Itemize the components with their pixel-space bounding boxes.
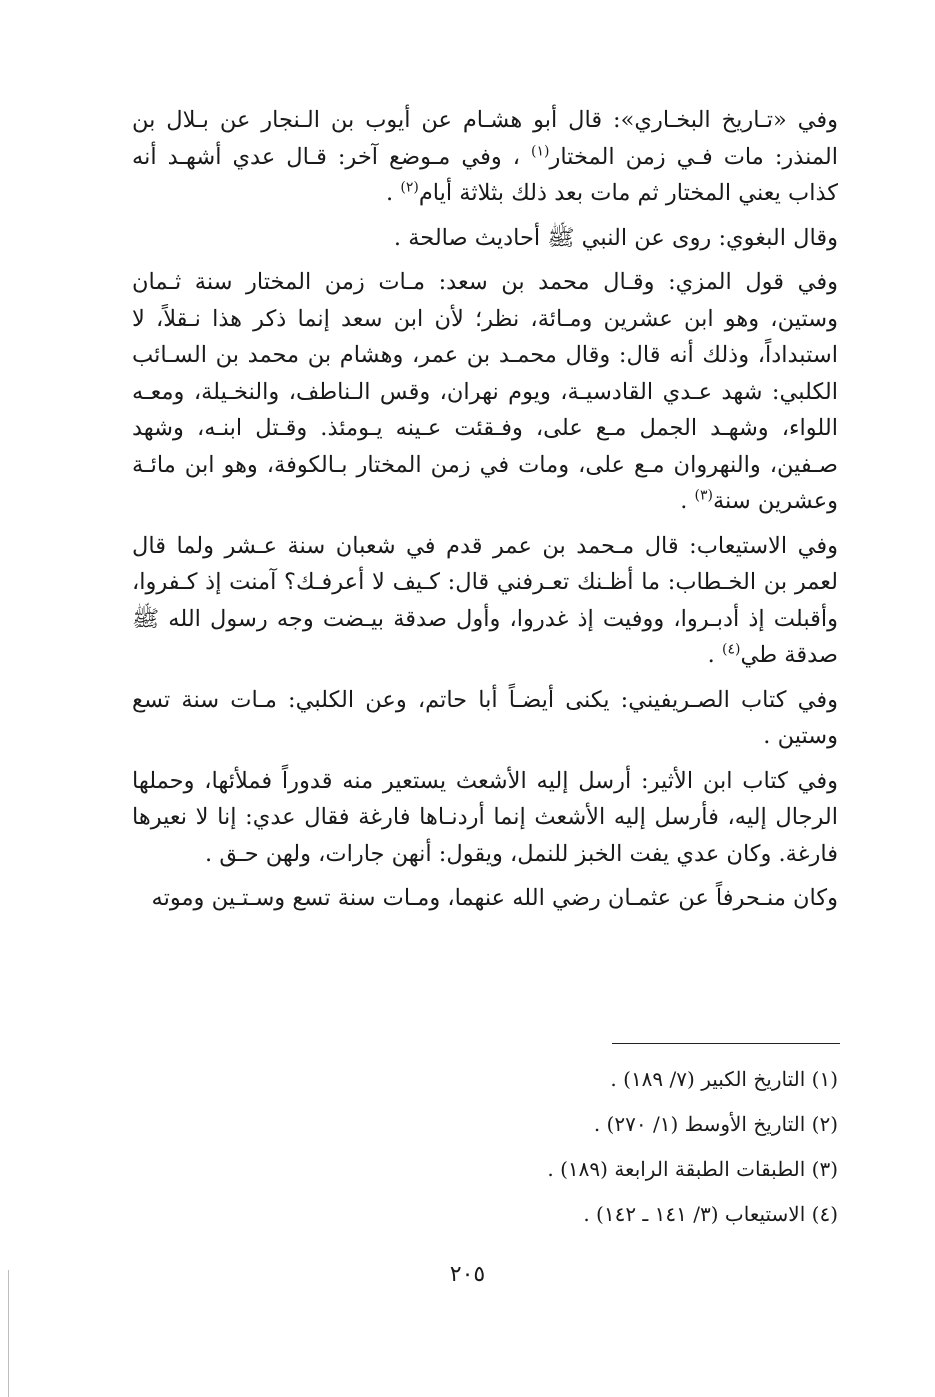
footnote-ref: (٤) <box>721 641 741 658</box>
paragraph-text: ، وفي مـوضع آخر: قـال عدي أشهـد أنه كذاب يعني المختار ثم مات بعد ذلك بثلاثة أيام <box>132 143 838 206</box>
paragraph-5 <box>132 682 838 755</box>
footnote-2: (٢) التاريخ الأوسط (١/ ٢٧٠) . <box>593 1112 838 1136</box>
paragraph-6 <box>132 763 838 873</box>
scan-edge-line <box>8 1270 9 1397</box>
footnote-ref: (١) <box>530 143 550 159</box>
paragraph-1 <box>132 102 838 212</box>
main-text <box>132 102 838 925</box>
paragraph-text: وفي كتاب الصـريفيني: يكنى أيضـاً أبا حاتم، وعن الكلبي: مـات سنة تسع وستين . <box>132 686 838 749</box>
paragraph-4 <box>132 528 838 674</box>
paragraph-text: وفي قول المزي: وقـال محمد بن سعد: مـات زمن المختار سنة ثـمان وستين، وهو ابن عشرين ومـائة، نظر؛ لأن ابن سعد إنما ذكر هذا نـقلاً، لا استبداداً، وذلك أنه قال: وقال محمـد بن عمر، وهشام بن محمد بن السـائب الكلبي: شهد عـدي القادسيـة، ويوم نهران، وقس الـناطف، والنخـيلة، ومعـه اللواء، وشهـد الجمل مـع على، وفـقئت عـينه يـومئذ. وقـتل ابنـه، وشهد صـفين، والنهروان مـع على، ومات في زمن المختار بـالكوفة، وهو ابن مائـة وعشرين سنة <box>132 269 838 514</box>
footnote-divider <box>612 1043 840 1044</box>
footnote-ref: (٣) <box>694 487 713 504</box>
paragraph-text: . <box>386 180 401 206</box>
paragraph-text: وفي «تـاريخ البخـاري»: قال أبو هشـام عن أيوب بن الـنجار عن بـلال بن المنذر: مات فـي زمن المختار <box>132 107 838 170</box>
paragraph-7 <box>132 880 838 917</box>
paragraph-text: وفي كتاب ابن الأثير: أرسل إليه الأشعث يستعير منه قدوراً فملأئها، وحملها الرجال إليه، فأرسل إليه الأشعث إنما أردنـاها فارغة فقال عدي: إنا لا نعيرها فارغة. وكان عدي يفت الخبز للنمل، ويقول: أنهن جارات، ولهن حـق . <box>132 767 838 867</box>
paragraph-text: وقال البغوي: روى عن النبي ﷺ أحاديث صالحة . <box>393 224 838 251</box>
paragraph-text: وكان منـحرفاً عن عثمـان رضي الله عنهما، ومـات سنة تسع وسـتـين وموته <box>151 885 838 911</box>
footnote-4: (٤) الاستيعاب (٣/ ١٤١ ـ ١٤٢) . <box>583 1202 838 1226</box>
paragraph-text: . <box>680 488 695 514</box>
footnote-1: (١) التاريخ الكبير (٧/ ١٨٩) . <box>610 1067 838 1091</box>
paragraph-text: وفي الاستيعاب: قال مـحمد بن عمر قدم في شعبان سنة عـشر ولما قال لعمر بن الخـطاب: ما أظـنك تعـرفني قال: كـيف لا أعرفـك؟ آمنت إذ كـفروا، وأقبلت إذ أدبـروا، ووفيت إذ غدروا، وأول صدقة بيـضت وجه رسول الله ﷺ صدقة طي <box>132 532 838 668</box>
page-number: ٢٠٥ <box>449 1262 486 1287</box>
paragraph-3 <box>132 264 838 520</box>
footnote-3: (٣) الطبقات الطبقة الرابعة (١٨٩) . <box>547 1157 838 1181</box>
paragraph-text: . <box>707 642 722 668</box>
footnotes <box>132 1057 838 1237</box>
footnote-ref: (٢) <box>400 179 419 196</box>
paragraph-2 <box>132 220 838 257</box>
